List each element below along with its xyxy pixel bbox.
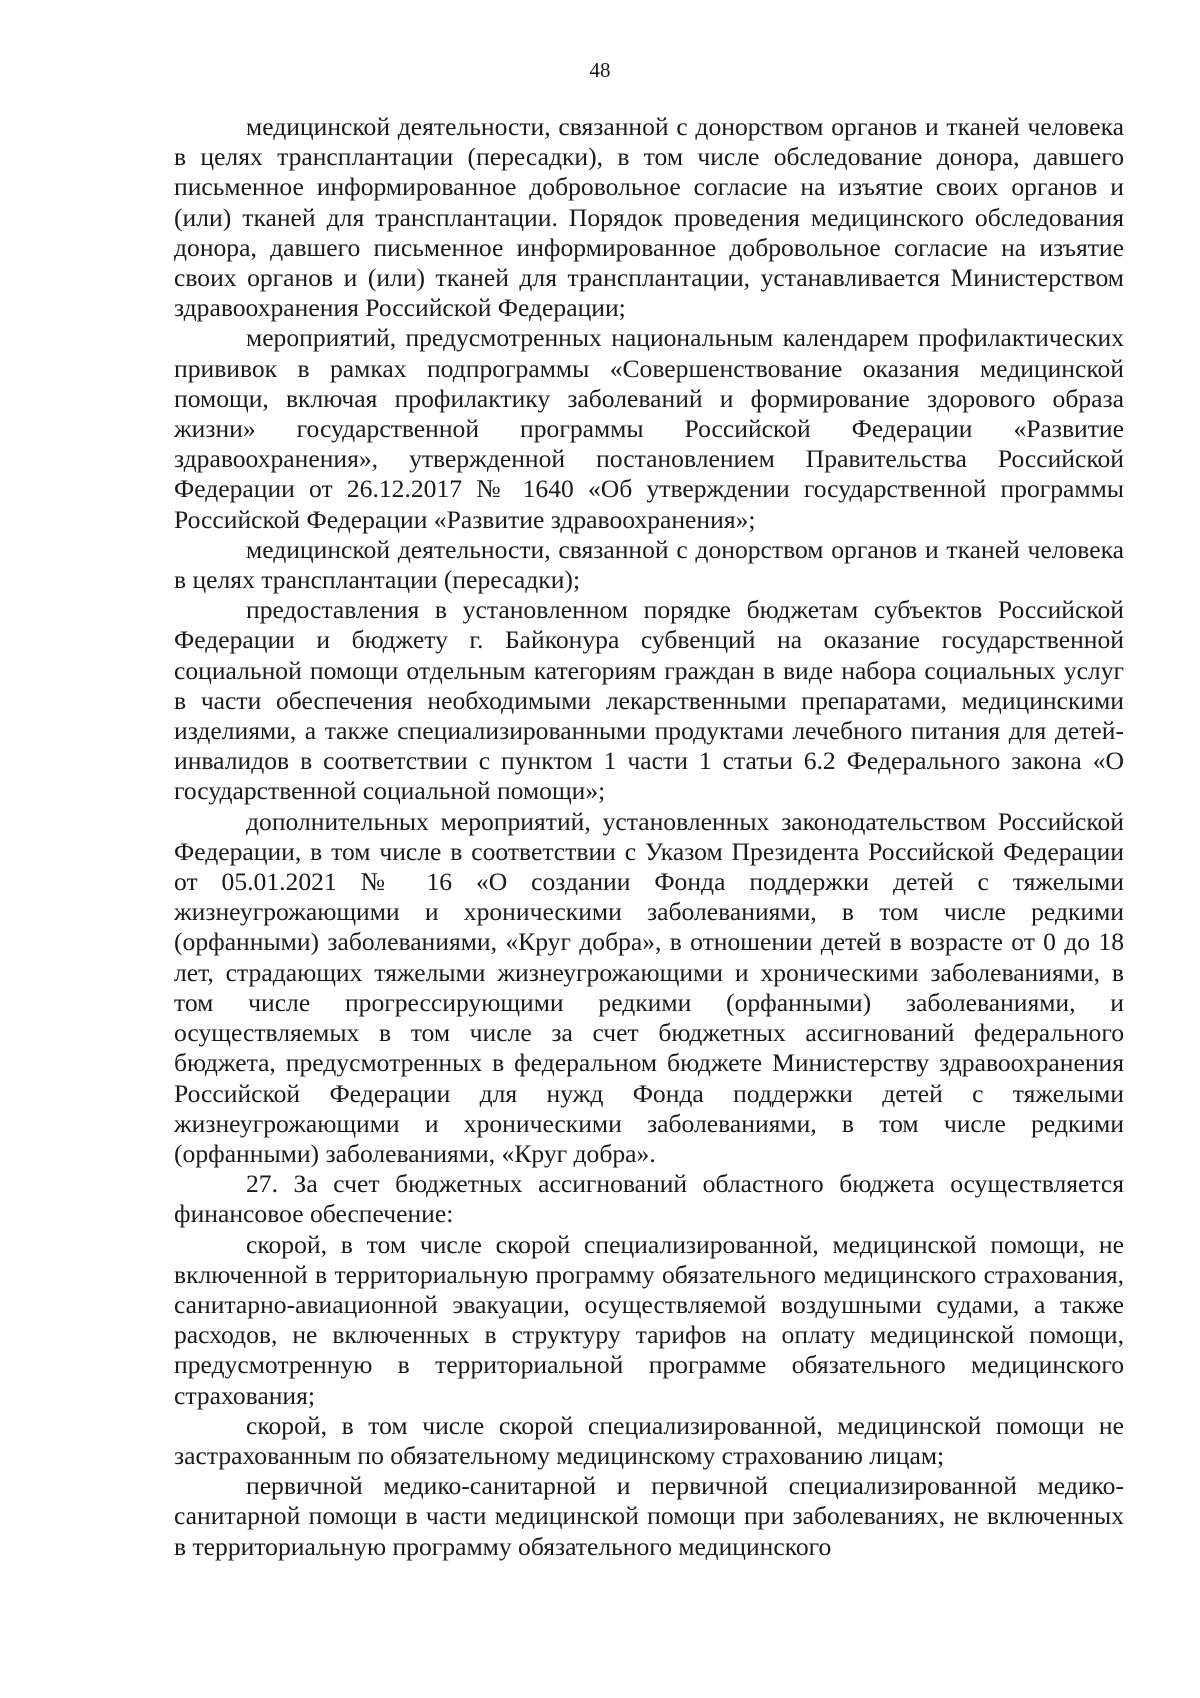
paragraph-primary-care: первичной медико-санитарной и первичной специализированной медико-санитарной помощи в части медицинской помощи при заболеваниях, не включенных в территориальную программу обязательного медицинского: [174, 1471, 1124, 1561]
paragraph-emergency-care-not-in-oms: скорой, в том числе скорой специализированной, медицинской помощи, не включенной в территориальную программу обязательного медицинского страхования, санитарно-авиационной эвакуации, осуществляемой воздушными судами, а также расходов, не включенных в структуру тарифов на оплату медицинской помощи, предусмотренную в территориальной программе обязательного медицинского страхования;: [174, 1229, 1124, 1410]
paragraph-transplant-donor-examination: медицинской деятельности, связанной с донорством органов и тканей человека в целях трансплантации (пересадки), в том числе обследование донора, давшего письменное информированное добровольное согласие на изъятие своих органов и (или) тканей для трансплантации. Порядок проведения медицинского обследования донора, давшего письменное информированное добровольное согласие на изъятие своих органов и (или) тканей для трансплантации, устанавливается Министерством здравоохранения Российской Федерации;: [174, 112, 1124, 323]
paragraph-organ-donation: медицинской деятельности, связанной с донорством органов и тканей человека в целях трансплантации (пересадки);: [174, 534, 1124, 595]
page-number: 48: [589, 58, 611, 82]
paragraph-krug-dobra-fund: дополнительных мероприятий, установленных законодательством Российской Федерации, в том числе в соответствии с Указом Президента Российской Федерации от 05.01.2021 № 16 «О создании Фонда поддержки детей с тяжелыми жизнеугрожающими и хроническими заболеваниями, в том числе редкими (орфанными) заболеваниями, «Круг добра», в отношении детей в возрасте от 0 до 18 лет, страдающих тяжелыми жизнеугрожающими и хроническими заболеваниями, в том числе прогрессирующими редкими (орфанными) заболеваниями, и осуществляемых в том числе за счет бюджетных ассигнований федерального бюджета, предусмотренных в федеральном бюджете Министерству здравоохранения Российской Федерации для нужд Фонда поддержки детей с тяжелыми жизнеугрожающими и хроническими заболеваниями, в том числе редкими (орфанными) заболеваниями, «Круг добра».: [174, 806, 1124, 1168]
paragraph-item-27-regional-budget: 27. За счет бюджетных ассигнований областного бюджета осуществляется финансовое обеспечение:: [174, 1169, 1124, 1229]
document-body: [174, 112, 1124, 1562]
paragraph-emergency-care-uninsured: скорой, в том числе скорой специализированной, медицинской помощи не застрахованным по обязательному медицинскому страхованию лицам;: [174, 1410, 1124, 1470]
paragraph-subventions-social-services: предоставления в установленном порядке бюджетам субъектов Российской Федерации и бюджету г. Байконура субвенций на оказание государственной социальной помощи отдельным категориям граждан в виде набора социальных услуг в части обеспечения необходимыми лекарственными препаратами, медицинскими изделиями, а также специализированными продуктами лечебного питания для детей-инвалидов в соответствии с пунктом 1 части 1 статьи 6.2 Федерального закона «О государственной социальной помощи»;: [174, 595, 1124, 806]
paragraph-vaccination-calendar: мероприятий, предусмотренных национальным календарем профилактических прививок в рамках подпрограммы «Совершенствование оказания медицинской помощи, включая профилактику заболеваний и формирование здорового образа жизни» государственной программы Российской Федерации «Развитие здравоохранения», утвержденной постановлением Правительства Российской Федерации от 26.12.2017 № 1640 «Об утверждении государственной программы Российской Федерации «Развитие здравоохранения»;: [174, 323, 1124, 534]
